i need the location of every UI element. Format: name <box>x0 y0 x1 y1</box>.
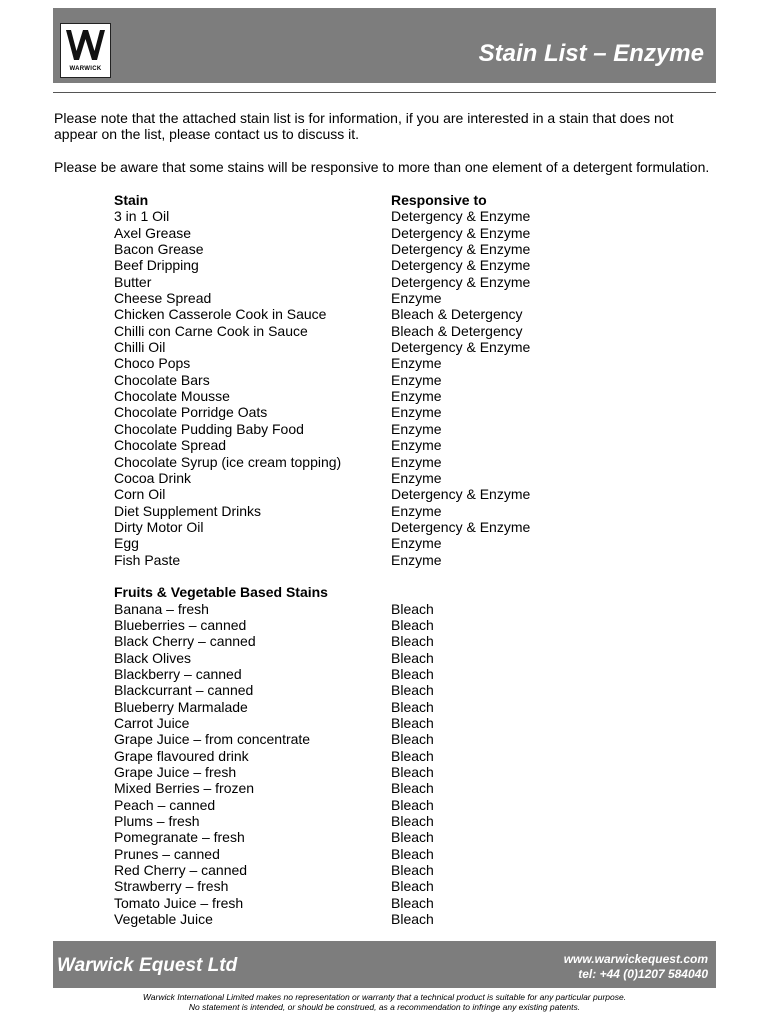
responsive-to: Detergency & Enzyme <box>391 208 531 225</box>
responsive-to: Bleach <box>391 829 434 846</box>
stain-name: Blueberry Marmalade <box>114 698 248 715</box>
table-row <box>114 552 614 568</box>
stain-name: Fish Paste <box>114 551 181 568</box>
stain-name: Chicken Casserole Cook in Sauce <box>114 306 327 323</box>
responsive-to: Detergency & Enzyme <box>391 257 531 274</box>
table-row <box>114 486 614 502</box>
stain-name: Blackcurrant – canned <box>114 682 254 699</box>
responsive-to: Bleach <box>391 894 434 911</box>
table-row <box>114 780 614 796</box>
table-row <box>114 846 614 862</box>
website-link[interactable]: www.warwickequest.com <box>563 952 708 966</box>
stain-name: Chocolate Spread <box>114 437 227 454</box>
stain-name: Carrot Juice <box>114 715 190 731</box>
stain-name: Butter <box>114 273 152 290</box>
table-row <box>114 470 614 486</box>
table-row <box>114 797 614 813</box>
responsive-to: Enzyme <box>391 371 442 388</box>
footer-contact <box>564 952 708 982</box>
responsive-to: Bleach <box>391 600 434 617</box>
responsive-to: Enzyme <box>391 355 442 372</box>
table-row <box>114 306 614 322</box>
stain-name: Blackberry – canned <box>114 665 242 682</box>
responsive-to: Bleach <box>391 780 434 797</box>
responsive-to: Detergency & Enzyme <box>391 518 531 535</box>
table-row <box>114 878 614 894</box>
table-row <box>114 666 614 682</box>
stain-name: Mixed Berries – frozen <box>114 780 255 797</box>
responsive-to: Enzyme <box>391 388 442 405</box>
table-row <box>114 764 614 780</box>
table-row <box>114 225 614 241</box>
responsive-to: Bleach & Detergency <box>391 322 523 339</box>
responsive-to: Bleach <box>391 911 434 928</box>
responsive-to: Bleach <box>391 747 434 764</box>
responsive-to: Bleach <box>391 862 434 879</box>
table-row <box>114 682 614 698</box>
responsive-to: Enzyme <box>391 453 442 470</box>
stain-name: Chilli Oil <box>114 339 166 356</box>
column-header-responsive: Responsive to <box>391 192 487 208</box>
table-row <box>114 388 614 404</box>
stain-name: Chocolate Pudding Baby Food <box>114 420 304 437</box>
table-row <box>114 650 614 666</box>
header-divider <box>53 92 716 93</box>
table-row <box>114 503 614 519</box>
table-row <box>114 241 614 257</box>
stain-name: 3 in 1 Oil <box>114 208 170 225</box>
stain-name: Blueberries – canned <box>114 616 247 633</box>
stain-name: Plums – fresh <box>114 813 200 830</box>
stain-rows-general <box>114 208 614 568</box>
responsive-to: Enzyme <box>391 469 442 486</box>
table-row <box>114 421 614 437</box>
stain-rows-fruits-vegetables <box>114 601 614 928</box>
page-title: Stain List – Enzyme <box>478 40 704 67</box>
stain-name: Prunes – canned <box>114 845 220 862</box>
stain-name: Chocolate Bars <box>114 371 210 388</box>
stain-name: Peach – canned <box>114 796 216 813</box>
responsive-to: Bleach <box>391 813 434 830</box>
responsive-to: Detergency & Enzyme <box>391 486 531 503</box>
table-row <box>114 372 614 388</box>
table-row <box>114 323 614 339</box>
responsive-to: Bleach <box>391 698 434 715</box>
responsive-to: Enzyme <box>391 551 442 568</box>
column-header-stain: Stain <box>114 192 149 208</box>
stain-name: Chocolate Mousse <box>114 388 230 405</box>
warwick-logo <box>60 23 111 78</box>
responsive-to: Enzyme <box>391 290 442 307</box>
stain-name: Bacon Grease <box>114 241 204 258</box>
section-spacer <box>114 568 614 584</box>
responsive-to: Bleach & Detergency <box>391 306 523 323</box>
responsive-to: Bleach <box>391 878 434 895</box>
stain-name: Axel Grease <box>114 224 192 241</box>
table-row <box>114 699 614 715</box>
responsive-to: Bleach <box>391 682 434 699</box>
table-row <box>114 715 614 731</box>
table-row <box>114 911 614 927</box>
stain-name: Choco Pops <box>114 355 191 372</box>
responsive-to: Enzyme <box>391 420 442 437</box>
stain-name: Chocolate Porridge Oats <box>114 404 268 421</box>
stain-name: Diet Supplement Drinks <box>114 502 262 519</box>
table-row <box>114 617 614 633</box>
table-row <box>114 454 614 470</box>
table-row <box>114 601 614 617</box>
stain-name: Grape flavoured drink <box>114 747 249 764</box>
intro-paragraph-2: Please be aware that some stains will be responsive to more than one element of a detergent formulation. <box>54 159 710 175</box>
stain-name: Black Cherry – canned <box>114 633 256 650</box>
table-row <box>114 208 614 224</box>
stain-name: Grape Juice – fresh <box>114 764 237 781</box>
stain-table <box>114 192 614 927</box>
table-row <box>114 274 614 290</box>
table-row <box>114 748 614 764</box>
table-row <box>114 829 614 845</box>
responsive-to: Bleach <box>391 649 434 666</box>
stain-name: Black Olives <box>114 649 192 666</box>
stain-name: Corn Oil <box>114 486 166 503</box>
warwick-w-icon <box>64 27 107 63</box>
responsive-to: Bleach <box>391 665 434 682</box>
table-row <box>114 290 614 306</box>
footer-company-name: Warwick Equest Ltd <box>57 955 238 976</box>
phone-number: tel: +44 (0)1207 584040 <box>578 967 708 981</box>
table-header-row <box>114 192 614 208</box>
stain-name: Strawberry – fresh <box>114 878 229 895</box>
logo-wordmark: WARWICK <box>69 66 102 72</box>
responsive-to: Detergency & Enzyme <box>391 241 531 258</box>
table-row <box>114 895 614 911</box>
disclaimer-line-1: Warwick International Limited makes no representation or warranty that a technical product is suitable for any particular purpose. <box>142 992 627 1002</box>
stain-name: Chocolate Syrup (ice cream topping) <box>114 453 342 470</box>
table-row <box>114 404 614 420</box>
footer-bar <box>53 941 716 988</box>
responsive-to: Bleach <box>391 731 434 748</box>
responsive-to: Enzyme <box>391 437 442 454</box>
table-row <box>114 862 614 878</box>
table-row <box>114 355 614 371</box>
stain-name: Pomegranate – fresh <box>114 829 245 846</box>
table-row <box>114 339 614 355</box>
stain-name: Vegetable Juice <box>114 911 213 928</box>
stain-name: Banana – fresh <box>114 600 209 617</box>
disclaimer-line-2: No statement is intended, or should be construed, as a recommendation to infringe any existing patents. <box>188 1002 581 1012</box>
responsive-to: Enzyme <box>391 535 442 552</box>
intro-paragraph-1: Please note that the attached stain list is for information, if you are interested in a stain that does not appear on the list, please contact us to discuss it. <box>54 110 674 142</box>
responsive-to: Bleach <box>391 796 434 813</box>
section-heading-fruits-vegetables <box>114 584 614 600</box>
disclaimer <box>53 992 716 1012</box>
responsive-to: Enzyme <box>391 502 442 519</box>
responsive-to: Bleach <box>391 845 434 862</box>
responsive-to: Detergency & Enzyme <box>391 339 531 356</box>
stain-name: Dirty Motor Oil <box>114 518 204 535</box>
section-heading-label: Fruits & Vegetable Based Stains <box>114 584 328 601</box>
responsive-to: Detergency & Enzyme <box>391 224 531 241</box>
table-row <box>114 731 614 747</box>
stain-name: Red Cherry – canned <box>114 862 248 879</box>
responsive-to: Bleach <box>391 715 434 731</box>
responsive-to: Enzyme <box>391 404 442 421</box>
stain-name: Egg <box>114 535 139 552</box>
stain-name: Chilli con Carne Cook in Sauce <box>114 322 308 339</box>
responsive-to: Detergency & Enzyme <box>391 273 531 290</box>
responsive-to: Bleach <box>391 633 434 650</box>
stain-name: Grape Juice – from concentrate <box>114 731 311 748</box>
stain-name: Cocoa Drink <box>114 469 192 486</box>
table-row <box>114 437 614 453</box>
responsive-to: Bleach <box>391 616 434 633</box>
stain-name: Beef Dripping <box>114 257 199 274</box>
table-row <box>114 519 614 535</box>
stain-name: Tomato Juice – fresh <box>114 894 244 911</box>
table-row <box>114 813 614 829</box>
header-bar <box>53 8 716 83</box>
table-row <box>114 633 614 649</box>
responsive-to: Bleach <box>391 764 434 781</box>
table-row <box>114 535 614 551</box>
table-row <box>114 257 614 273</box>
stain-name: Cheese Spread <box>114 290 212 307</box>
